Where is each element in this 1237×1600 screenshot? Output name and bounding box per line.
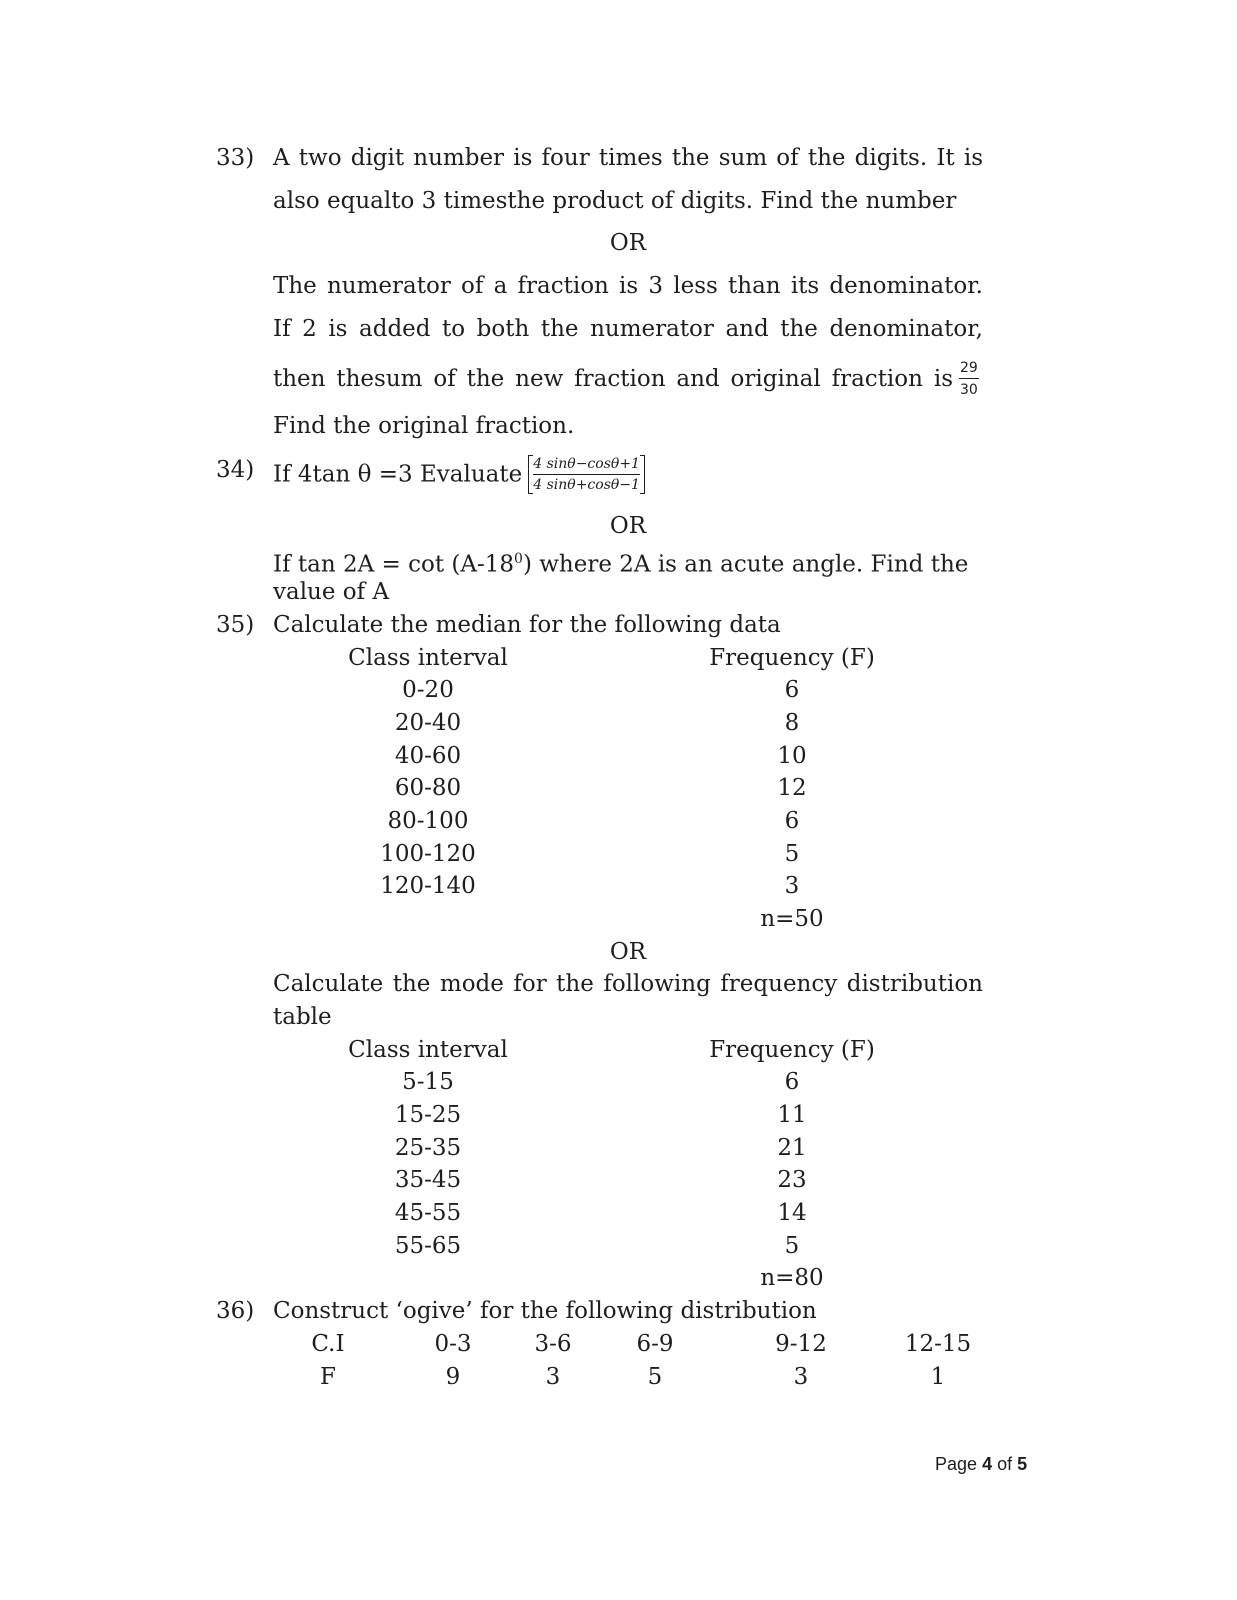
degree-superscript: 0 bbox=[514, 551, 523, 567]
question-36-line-1: Construct ‘ogive’ for the following distribution bbox=[273, 1298, 817, 1324]
median-table-class: 80-100 bbox=[387, 808, 469, 834]
question-33-alt-line-4: Find the original fraction. bbox=[273, 413, 575, 439]
mode-table-class: 35-45 bbox=[394, 1167, 462, 1193]
question-35-number: 35) bbox=[216, 612, 255, 638]
mode-table-class: 25-35 bbox=[394, 1135, 462, 1161]
fraction-numerator: 29 bbox=[959, 360, 979, 379]
mode-table-header-class: Class interval bbox=[348, 1037, 508, 1063]
trig-expression-denominator: 4 sinθ+cosθ−1 bbox=[533, 477, 640, 493]
median-table-total: n=50 bbox=[760, 906, 824, 932]
question-33-alt-line-3 bbox=[273, 360, 993, 398]
question-34-line-1 bbox=[273, 455, 645, 503]
mode-table-frequency: 23 bbox=[777, 1167, 807, 1193]
median-table-class: 60-80 bbox=[394, 775, 462, 801]
ogive-interval: 3-6 bbox=[534, 1331, 572, 1357]
median-table-frequency: 12 bbox=[777, 775, 807, 801]
question-33-alt-line-3-text: then thesum of the new fraction and original fraction is bbox=[273, 366, 953, 392]
median-table-class: 20-40 bbox=[394, 710, 462, 736]
ogive-interval: 6-9 bbox=[636, 1331, 674, 1357]
question-33-or: OR bbox=[609, 230, 647, 256]
median-table-frequency: 5 bbox=[784, 841, 800, 867]
question-34-alt-line-2: value of A bbox=[273, 579, 390, 605]
question-34-or: OR bbox=[609, 513, 647, 539]
footer-page-num: 4 bbox=[982, 1454, 993, 1474]
question-35-alt-line-2: table bbox=[273, 1004, 332, 1030]
footer-page-word: Page bbox=[935, 1454, 978, 1474]
median-table-frequency: 6 bbox=[784, 808, 800, 834]
question-33-alt-line-2: If 2 is added to both the numerator and the denominator, bbox=[273, 316, 983, 342]
median-table-frequency: 6 bbox=[784, 677, 800, 703]
mode-table-frequency: 5 bbox=[784, 1233, 800, 1259]
trig-expression bbox=[528, 455, 645, 494]
mode-table-frequency: 6 bbox=[784, 1069, 800, 1095]
mode-table-header-frequency: Frequency (F) bbox=[709, 1037, 875, 1063]
ogive-interval: 0-3 bbox=[434, 1331, 472, 1357]
ogive-frequency: 9 bbox=[445, 1364, 461, 1390]
mode-table-class: 55-65 bbox=[394, 1233, 462, 1259]
mode-table-class: 45-55 bbox=[394, 1200, 462, 1226]
page-number-footer bbox=[935, 1453, 1027, 1475]
question-34-alt-line-1 bbox=[273, 544, 983, 580]
question-33-line-1: A two digit number is four times the sum of the digits. It is bbox=[273, 145, 983, 171]
question-34-line-1-text: If 4tan θ =3 Evaluate bbox=[273, 461, 523, 488]
median-table-frequency: 3 bbox=[784, 873, 800, 899]
ogive-interval: 12-15 bbox=[904, 1331, 972, 1357]
ogive-interval: 9-12 bbox=[775, 1331, 827, 1357]
question-35-alt-line-1: Calculate the mode for the following frequency distribution bbox=[273, 971, 983, 997]
question-36-number: 36) bbox=[216, 1298, 255, 1324]
mode-table-class: 15-25 bbox=[394, 1102, 462, 1128]
median-table-frequency: 8 bbox=[784, 710, 800, 736]
question-34-number: 34) bbox=[216, 457, 255, 483]
median-table-frequency: 10 bbox=[777, 743, 807, 769]
trig-expression-numerator: 4 sinθ−cosθ+1 bbox=[533, 456, 640, 475]
ogive-frequency: 3 bbox=[793, 1364, 809, 1390]
ogive-frequency: 3 bbox=[545, 1364, 561, 1390]
ogive-ci-label: C.I bbox=[311, 1331, 345, 1357]
question-34-alt-line-1-post: ) where 2A is an acute angle. Find the bbox=[522, 551, 969, 578]
question-33-line-2: also equalto 3 timesthe product of digits. Find the number bbox=[273, 188, 957, 214]
fraction-denominator: 30 bbox=[960, 382, 978, 398]
ogive-frequency: 5 bbox=[647, 1364, 663, 1390]
footer-of-word: of bbox=[997, 1454, 1013, 1474]
median-table-header-frequency: Frequency (F) bbox=[709, 645, 875, 671]
mode-table-total: n=80 bbox=[760, 1265, 824, 1291]
question-35-or: OR bbox=[609, 939, 647, 965]
median-table-class: 100-120 bbox=[380, 841, 476, 867]
mode-table-frequency: 21 bbox=[777, 1135, 807, 1161]
mode-table-frequency: 14 bbox=[777, 1200, 807, 1226]
question-34-alt-line-1-pre: If tan 2A = cot (A-18 bbox=[273, 551, 515, 578]
ogive-frequency: 1 bbox=[930, 1364, 946, 1390]
fraction-29-30 bbox=[959, 360, 979, 398]
question-33-number: 33) bbox=[216, 145, 255, 171]
median-table-header-class: Class interval bbox=[348, 645, 508, 671]
question-35-line-1: Calculate the median for the following data bbox=[273, 612, 781, 638]
mode-table-frequency: 11 bbox=[777, 1102, 807, 1128]
median-table-class: 120-140 bbox=[380, 873, 476, 899]
median-table-class: 0-20 bbox=[402, 677, 454, 703]
ogive-f-label: F bbox=[320, 1364, 336, 1390]
footer-total-pages: 5 bbox=[1017, 1454, 1028, 1474]
question-33-alt-line-1: The numerator of a fraction is 3 less than its denominator. bbox=[273, 273, 983, 299]
median-table-class: 40-60 bbox=[394, 743, 462, 769]
mode-table-class: 5-15 bbox=[402, 1069, 454, 1095]
